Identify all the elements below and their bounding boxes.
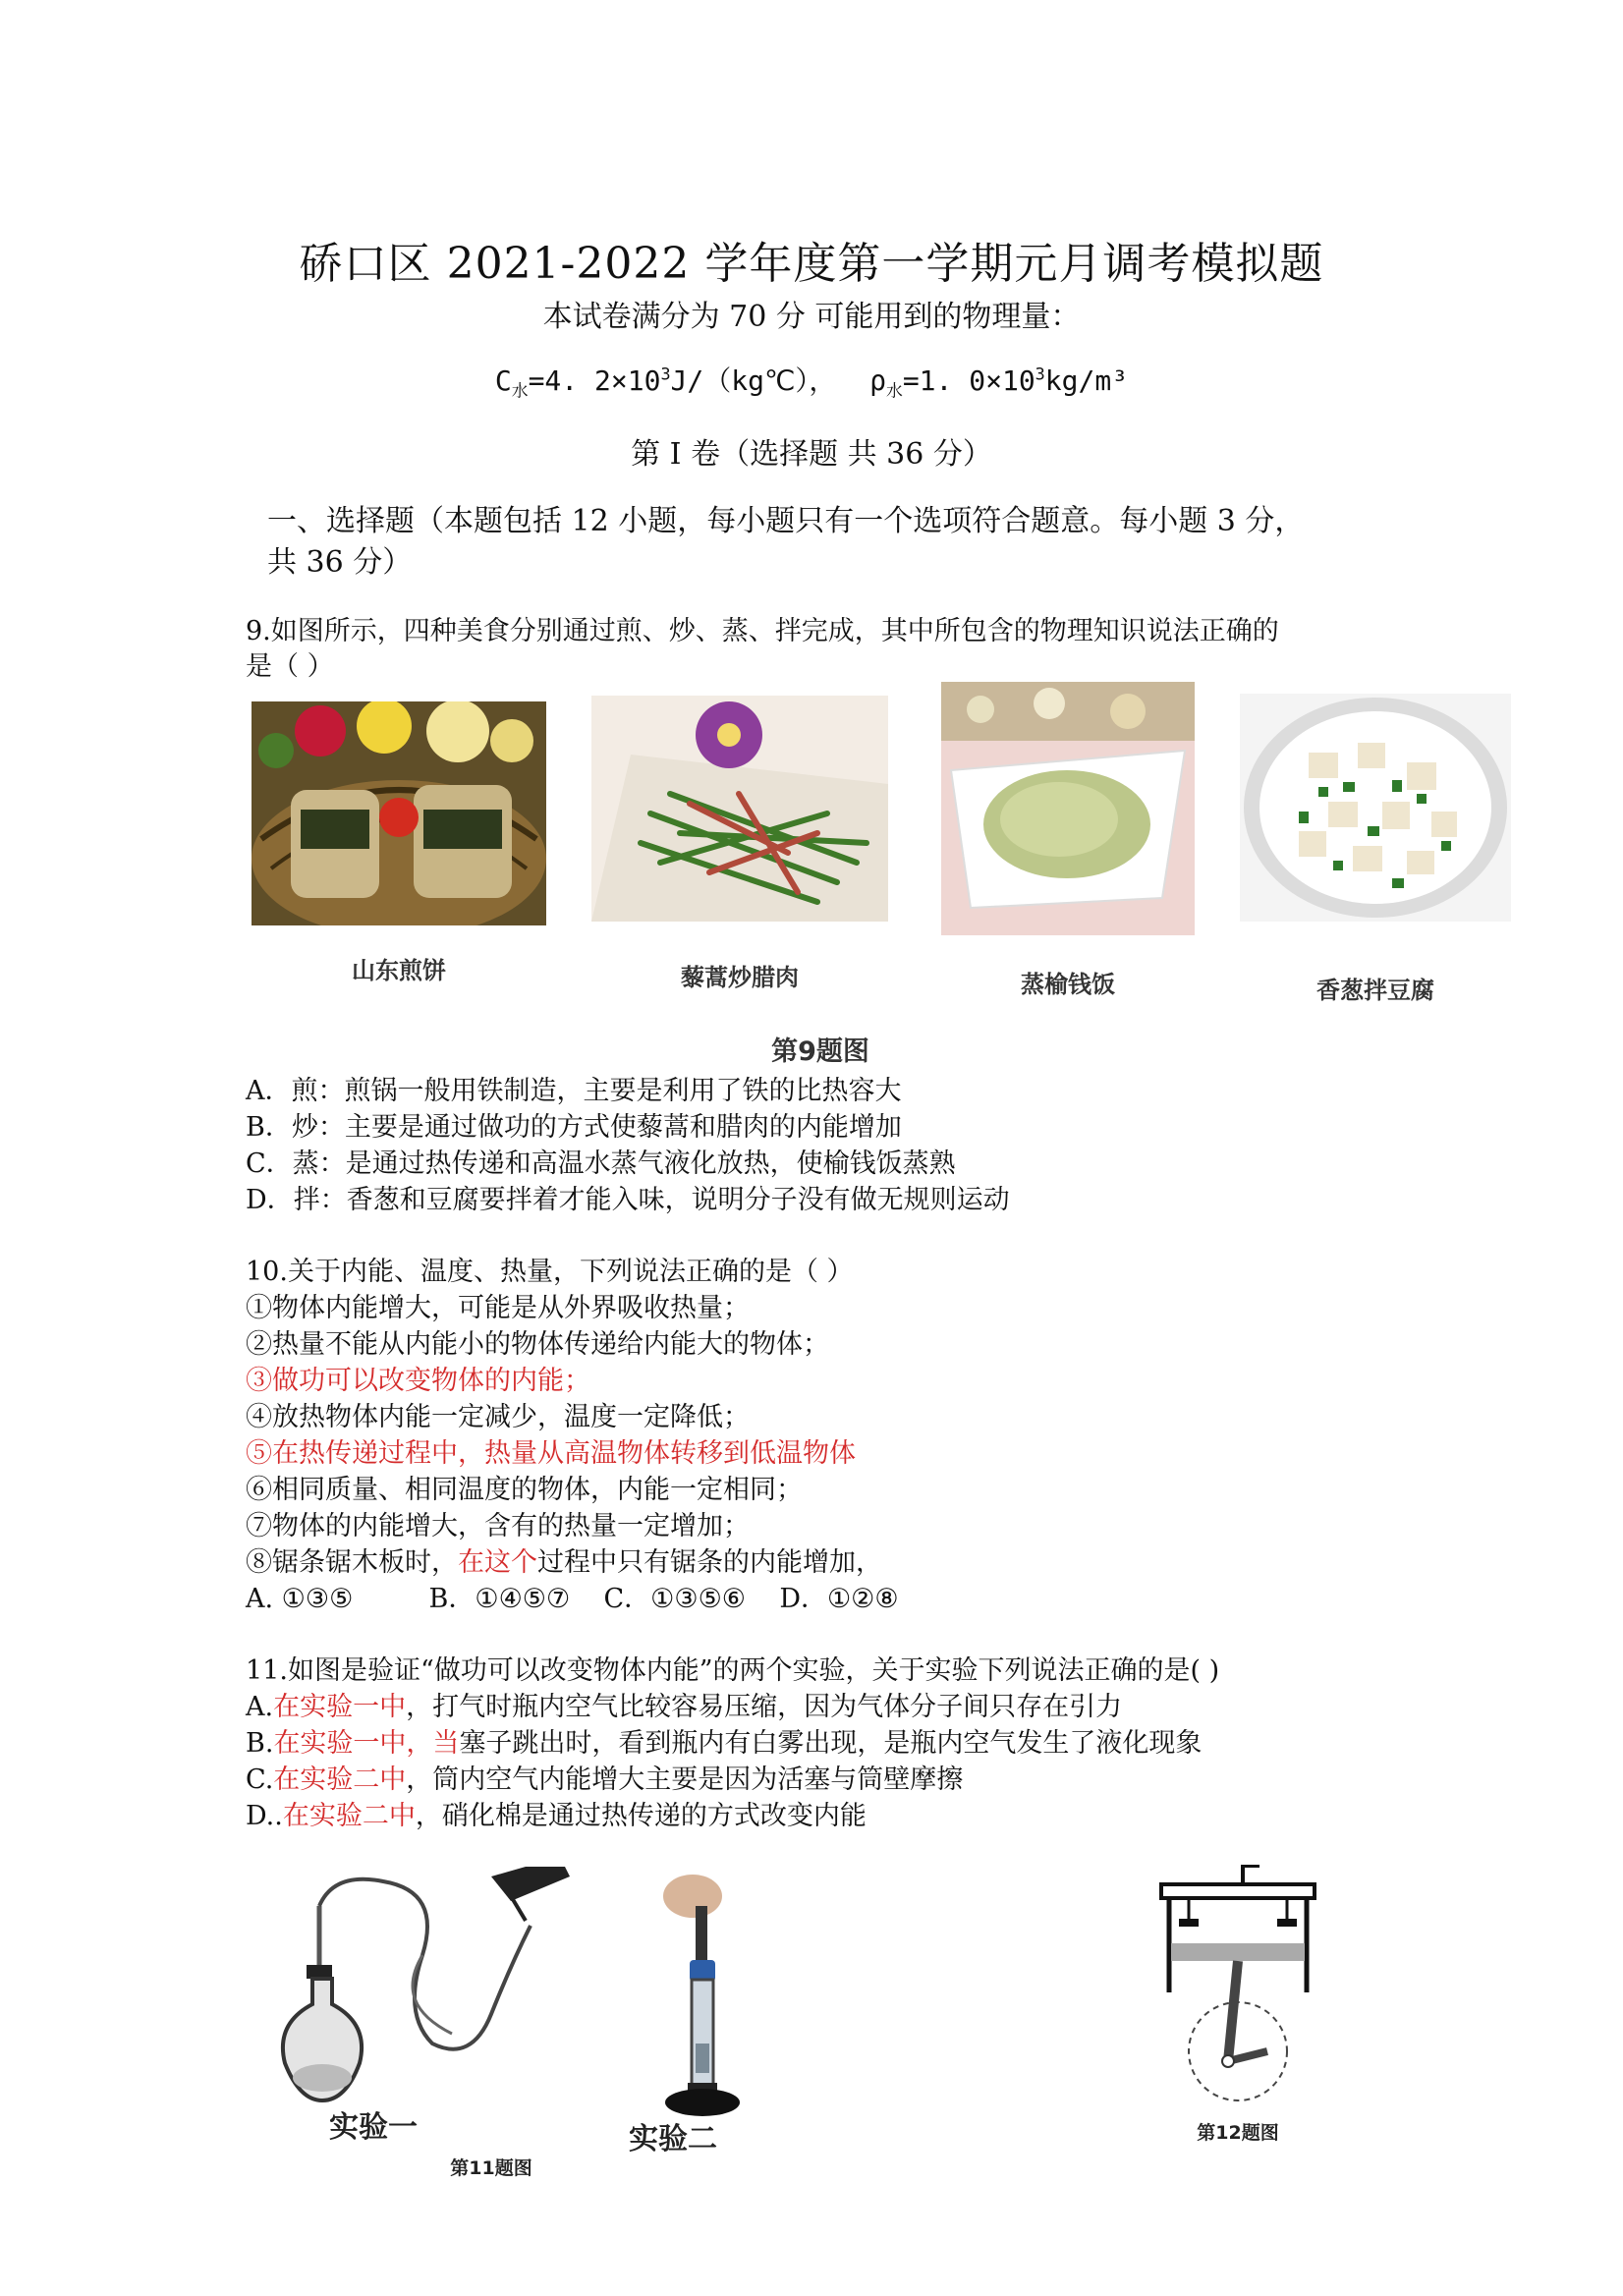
q10-statement-7: ⑦物体的内能增大，含有的热量一定增加； [246, 1511, 750, 1541]
photo-scallion-tofu [1240, 694, 1511, 922]
q11-option-b [246, 1725, 1202, 1763]
c-label: C [494, 364, 512, 397]
experiment-2-figure [639, 1867, 776, 2122]
rho-value: =1. 0×10 [902, 364, 1035, 397]
q10-statement-1: ①物体内能增大，可能是从外界吸收热量； [246, 1293, 750, 1323]
elm-rice-illustration [941, 682, 1195, 935]
photo-shandong-jianbing [252, 701, 546, 925]
experiment-1-label: 实验一 [329, 2110, 418, 2145]
q11-a-text: ，打气时瓶内空气比较容易压缩，因为气体分子间只存在引力 [406, 1692, 1123, 1722]
exam-title: 硚口区 2021-2022 学年度第一学期元月调考模拟题 [299, 239, 1324, 289]
q10-statement-6: ⑥相同质量、相同温度的物体，内能一定相同； [246, 1475, 803, 1505]
instruction-line-2: 共 36 分） [267, 545, 413, 580]
c-sub: 水 [511, 380, 529, 401]
experiment-1-figure [275, 1867, 570, 2102]
q10-s8-part-c: 过程中只有锯条的内能增加， [537, 1547, 882, 1578]
q11-c-highlight: 在实验二中 [273, 1764, 407, 1795]
c-exp: 3 [660, 364, 671, 384]
rho-exp: 3 [1035, 364, 1045, 384]
q9-option-a: A．煎：煎锅一般用铁制造，主要是利用了铁的比热容大 [246, 1076, 902, 1106]
q11-b-prefix: B. [246, 1728, 274, 1759]
q11-stem: 11.如图是验证“做功可以改变物体内能”的两个实验，关于实验下列说法正确的是( ) [246, 1655, 1220, 1686]
exam-subtitle: 本试卷满分为 70 分 可能用到的物理量： [542, 300, 1081, 334]
q10-stem: 10.关于内能、温度、热量，下列说法正确的是（ ） [246, 1257, 854, 1287]
tofu-illustration [1240, 694, 1511, 922]
q10-statement-2: ②热量不能从内能小的物体传递给内能大的物体； [246, 1329, 829, 1360]
flask-pump-illustration [275, 1867, 570, 2102]
section-heading: 第 I 卷（选择题 共 36 分） [631, 437, 992, 472]
q11-option-a [246, 1689, 1122, 1726]
q10-statement-4: ④放热物体内能一定减少，温度一定降低； [246, 1402, 750, 1432]
q10-statement-8 [246, 1544, 882, 1582]
q10-s8-part-a: ⑧锯条锯木板时， [246, 1547, 458, 1578]
q9-figure-caption: 第9题图 [771, 1036, 869, 1067]
q10-s8-part-b: 在这个 [458, 1547, 537, 1578]
caption-artemisia: 藜蒿炒腊肉 [681, 964, 799, 991]
instruction-line-1: 一、选择题（本题包括 12 小题，每小题只有一个选项符合题意。每小题 3 分， [267, 504, 1305, 538]
photo-elm-seed-rice [941, 682, 1195, 935]
figure-12-caption: 第12题图 [1197, 2122, 1279, 2144]
q9-stem-line-2: 是（ ） [246, 651, 334, 682]
q11-c-text: ，筒内空气内能增大主要是因为活塞与筒壁摩擦 [406, 1764, 964, 1795]
q9-option-b: B．炒：主要是通过做功的方式使藜蒿和腊肉的内能增加 [246, 1112, 902, 1143]
q11-c-prefix: C. [246, 1764, 274, 1795]
engine-cylinder-illustration [1149, 1865, 1326, 2110]
c-unit: J/（kg℃）， [670, 364, 837, 397]
q11-a-prefix: A. [246, 1692, 274, 1722]
artemisia-illustration [591, 696, 888, 922]
rho-sub: 水 [886, 380, 903, 401]
physical-constants [0, 360, 1623, 402]
q11-d-highlight: 在实验二中 [282, 1801, 416, 1831]
figure-11-caption: 第11题图 [450, 2157, 532, 2179]
figure-12-engine-diagram [1149, 1865, 1326, 2110]
q10-choices: A. ①③⑤ B．①④⑤⑦ C．①③⑤⑥ D．①②⑧ [246, 1584, 899, 1614]
rho-label: ρ [869, 364, 887, 397]
caption-elm-rice: 蒸榆钱饭 [1021, 971, 1115, 998]
q11-a-highlight: 在实验一中 [273, 1692, 407, 1722]
q9-option-d: D．拌：香葱和豆腐要拌着才能入味，说明分子没有做无规则运动 [246, 1185, 1010, 1215]
photo-artemisia-bacon [591, 696, 888, 922]
q9-stem-line-1: 9.如图所示，四种美食分别通过煎、炒、蒸、拌完成，其中所包含的物理知识说法正确的 [246, 616, 1279, 646]
q11-d-text: ，硝化棉是通过热传递的方式改变内能 [415, 1801, 867, 1831]
q11-option-d [246, 1798, 867, 1835]
q11-b-highlight: 在实验一中，当 [273, 1728, 460, 1759]
fire-syringe-illustration [639, 1867, 776, 2122]
rho-unit: kg/m³ [1044, 364, 1129, 397]
caption-jianbing: 山东煎饼 [352, 957, 446, 984]
q11-d-prefix: D.. [246, 1801, 283, 1831]
jianbing-illustration [252, 701, 546, 925]
caption-tofu: 香葱拌豆腐 [1316, 977, 1434, 1004]
c-value: =4. 2×10 [528, 364, 661, 397]
experiment-2-label: 实验二 [629, 2122, 717, 2156]
q11-b-text: 塞子跳出时，看到瓶内有白雾出现，是瓶内空气发生了液化现象 [459, 1728, 1203, 1759]
q10-statement-5: ⑤在热传递过程中，热量从高温物体转移到低温物体 [246, 1438, 856, 1469]
q9-option-c: C．蒸：是通过热传递和高温水蒸气液化放热，使榆钱饭蒸熟 [246, 1148, 956, 1179]
q10-statement-3: ③做功可以改变物体的内能； [246, 1366, 590, 1396]
q11-option-c [246, 1762, 963, 1799]
